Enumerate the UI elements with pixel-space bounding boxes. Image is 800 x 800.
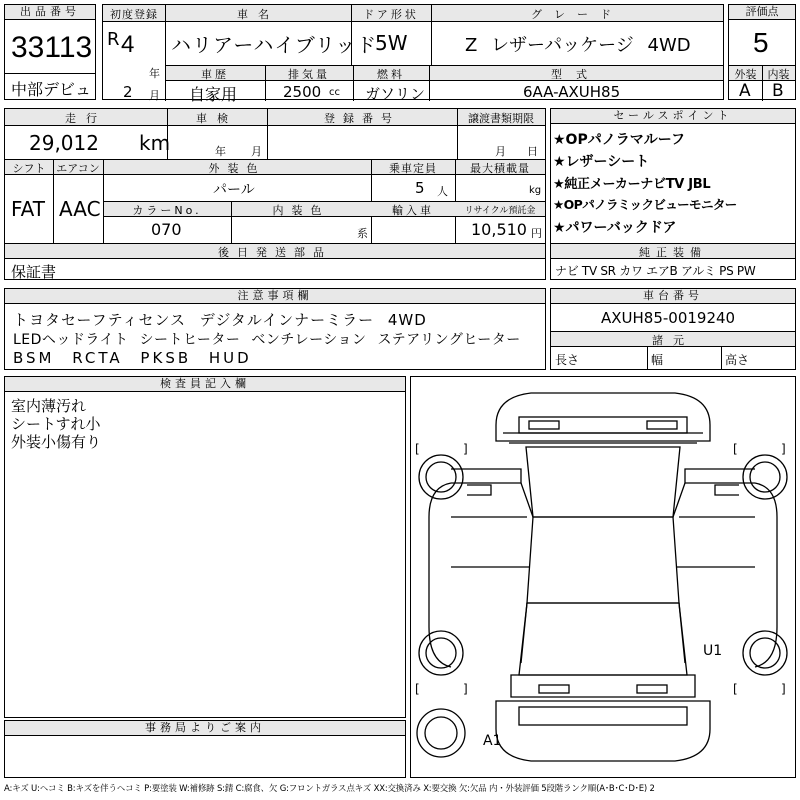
inspector-label: 検査員記入欄	[5, 377, 405, 392]
inspection-label: 車検	[196, 112, 238, 125]
note-line-1: トヨタセーフティセンス デジタルインナーミラー 4WD	[13, 311, 427, 329]
inspection-year-unit: 年	[215, 145, 226, 158]
year-unit: 年	[149, 67, 160, 80]
bracket-left-lower-close: ]	[463, 682, 468, 696]
interior-grade-label: 内装	[767, 68, 790, 81]
inspector-line-3: 外装小傷有り	[11, 433, 102, 451]
mileage-unit: km	[139, 131, 171, 155]
details-box	[4, 108, 546, 280]
bracket-left-upper: [	[415, 442, 420, 456]
sent-later-label: 後日発送部品	[218, 246, 332, 259]
notes-label: 注意事項欄	[5, 289, 545, 304]
sales-point-3: ★純正メーカーナビTV JBL	[553, 177, 711, 192]
ext-color: パール	[213, 182, 255, 198]
ac-label: エアコン	[56, 162, 100, 175]
specs-label: 諸元	[652, 334, 694, 347]
sales-points-box	[550, 108, 796, 280]
notes-box	[4, 288, 546, 370]
bracket-right-upper-close: ]	[781, 442, 786, 456]
length-label: 長さ	[555, 353, 580, 367]
fuel-label: 燃料	[377, 68, 405, 81]
chassis-label: 車台番号	[551, 289, 795, 304]
inspector-line-2: シートすれ小	[11, 415, 101, 433]
venue: 中部デビュ	[11, 80, 92, 99]
note-line-2: LEDヘッドライト シートヒーター ベンチレーション ステアリングヒーター	[13, 332, 521, 348]
ext-color-label: 外装色	[208, 162, 266, 175]
mileage-label: 走行	[65, 112, 107, 125]
office-label: 事務局よりご案内	[5, 721, 405, 736]
score: 5	[753, 27, 769, 58]
grade-label: グレード	[531, 8, 623, 21]
door-label: ドア形状	[363, 8, 419, 21]
bracket-right-upper: [	[733, 442, 738, 456]
score-label: 評価点	[729, 5, 795, 20]
equipment-label: 純正装備	[639, 246, 707, 259]
color-no-label: カラーNo.	[132, 204, 202, 217]
mileage: 29,012	[29, 131, 99, 155]
displacement-label: 排気量	[288, 68, 330, 81]
exterior-grade: A	[739, 81, 751, 101]
first-reg-year: 4	[121, 31, 135, 58]
car-diagram-box	[410, 376, 796, 778]
history: 自家用	[189, 85, 238, 104]
sales-point-5: ★パワーバックドア	[553, 220, 677, 236]
car-diagram	[411, 377, 795, 777]
recycle: 10,510	[471, 220, 527, 239]
model-label: 型式	[551, 68, 601, 81]
lot-number-box	[4, 4, 96, 100]
legend: A:キズ U:ヘコミ B:キズを伴うヘコミ P:要塗装 W:補修跡 S:錆 C:腐食、欠 G:フロントガラス点キズ XX:交換済み X:要交換 欠:欠品 内・外装評価 5段階ランク順(A･B･C･D･E) 2	[4, 784, 655, 794]
door-type: 5W	[375, 31, 408, 55]
doc-day-unit: 日	[527, 145, 538, 158]
lot-number: 33113	[11, 31, 93, 64]
bracket-right-lower-close: ]	[781, 682, 786, 696]
fuel: ガソリン	[365, 85, 426, 103]
model: 6AA-AXUH85	[523, 83, 621, 101]
score-box	[728, 4, 796, 100]
month-unit: 月	[149, 89, 160, 102]
sales-point-1: ★OPパノラマルーフ	[553, 132, 686, 148]
int-color-unit: 系	[357, 227, 368, 240]
import-label: 輸入車	[392, 204, 434, 217]
era: R	[107, 29, 120, 50]
displacement: 2500	[283, 83, 322, 101]
width-label: 幅	[651, 353, 664, 367]
vehicle-summary-box	[102, 4, 724, 104]
car-name-label: 車名	[237, 8, 279, 21]
damage-mark-u1: U1	[703, 643, 723, 659]
sales-point-4: ★OPパノラミックビューモニター	[553, 197, 737, 212]
reg-number-label: 登録番号	[324, 112, 400, 125]
lot-number-label: 出品番号	[5, 5, 95, 20]
capacity: 5	[415, 179, 425, 197]
max-load-unit: kg	[529, 185, 542, 196]
office-box	[4, 720, 406, 778]
sales-point-2: ★レザーシート	[553, 154, 650, 170]
history-label: 車歴	[201, 68, 229, 81]
max-load-label: 最大積載量	[470, 162, 530, 175]
height-label: 高さ	[725, 353, 750, 367]
sent-later: 保証書	[11, 263, 57, 281]
first-reg-label: 初度登録	[110, 8, 158, 21]
first-reg-month: 2	[123, 83, 133, 101]
damage-mark-a1: A1	[483, 733, 502, 749]
inspector-box	[4, 376, 406, 718]
shift-label: シフト	[12, 162, 46, 175]
int-color-label: 内装色	[272, 204, 330, 217]
displacement-unit: cc	[329, 87, 340, 98]
doc-deadline-label: 譲渡書類期限	[468, 112, 534, 125]
bracket-right-lower: [	[733, 682, 738, 696]
interior-grade: B	[772, 81, 784, 101]
chassis-number: AXUH85-0019240	[601, 309, 736, 327]
doc-month-unit: 月	[495, 145, 506, 158]
capacity-label: 乗車定員	[389, 162, 437, 175]
note-line-3: BSM RCTA PKSB HUD	[13, 349, 252, 367]
recycle-unit: 円	[531, 227, 542, 240]
bracket-left-lower: [	[415, 682, 420, 696]
inspector-line-1: 室内薄汚れ	[11, 397, 87, 415]
grade: Z レザーパッケージ 4WD	[465, 35, 691, 56]
exterior-grade-label: 外装	[734, 68, 757, 81]
sales-points-label: セールスポイント	[551, 109, 795, 124]
bracket-left-upper-close: ]	[463, 442, 468, 456]
recycle-label: リサイクル預託金	[464, 206, 536, 216]
equipment: ナビ TV SR カワ エアB アルミ PS PW	[555, 264, 756, 278]
inspection-month-unit: 月	[251, 145, 262, 158]
car-name: ハリアーハイブリッド	[171, 33, 378, 57]
ac: AAC	[59, 197, 101, 221]
shift: FAT	[11, 197, 46, 221]
capacity-unit: 人	[437, 185, 448, 198]
color-no: 070	[151, 220, 182, 239]
chassis-box	[550, 288, 796, 370]
